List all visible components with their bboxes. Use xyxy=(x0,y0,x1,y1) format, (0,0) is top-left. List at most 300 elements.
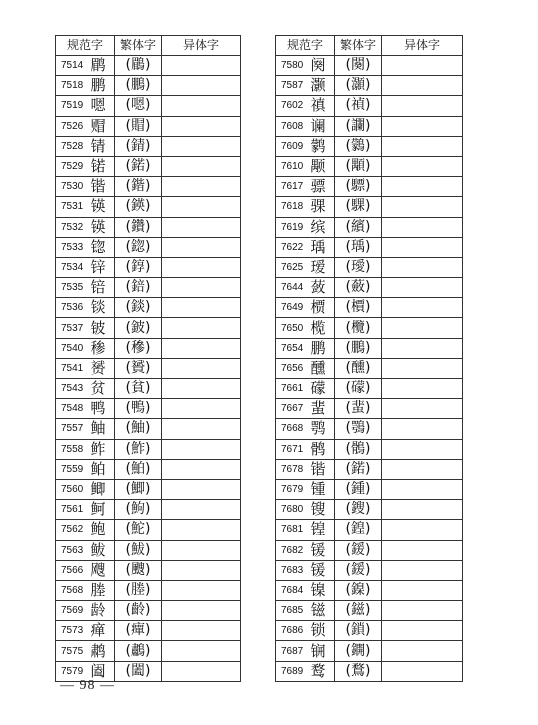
variant-char xyxy=(382,479,463,499)
traditional-char: (鶻) xyxy=(335,439,382,459)
right-char-table xyxy=(275,35,463,682)
char-code: 7679 xyxy=(276,479,310,499)
variant-char xyxy=(162,358,241,378)
standard-char: 瑀 xyxy=(310,237,335,257)
table-row xyxy=(56,278,241,298)
traditional-char: (禎) xyxy=(335,96,382,116)
standard-char: 锪 xyxy=(90,237,115,257)
standard-char: 锼 xyxy=(310,500,335,520)
char-code: 7548 xyxy=(56,399,90,419)
traditional-char: (蘞) xyxy=(335,278,382,298)
traditional-char: (鷫) xyxy=(115,641,162,661)
table-row xyxy=(276,278,463,298)
char-code: 7685 xyxy=(276,601,310,621)
char-code: 7681 xyxy=(276,520,310,540)
traditional-char: (貧) xyxy=(115,379,162,399)
char-code: 7668 xyxy=(276,419,310,439)
table-row xyxy=(56,257,241,277)
traditional-char: (鮓) xyxy=(115,439,162,459)
traditional-char: (贇) xyxy=(115,358,162,378)
table-row xyxy=(276,419,463,439)
char-code: 7543 xyxy=(56,379,90,399)
char-code: 7587 xyxy=(276,76,310,96)
char-code: 7684 xyxy=(276,580,310,600)
standard-char: 锁 xyxy=(310,621,335,641)
char-code: 7537 xyxy=(56,318,90,338)
table-row xyxy=(276,237,463,257)
char-code: 7514 xyxy=(56,56,90,76)
header-standard: 规范字 xyxy=(276,36,335,56)
traditional-char: (灝) xyxy=(335,76,382,96)
standard-char: 鹘 xyxy=(310,439,335,459)
traditional-char: (颼) xyxy=(115,560,162,580)
variant-char xyxy=(382,419,463,439)
char-code: 7689 xyxy=(276,661,310,681)
standard-char: 颙 xyxy=(310,156,335,176)
variant-char xyxy=(162,56,241,76)
header-standard: 规范字 xyxy=(56,36,115,56)
traditional-char: (繽) xyxy=(335,217,382,237)
table-row xyxy=(276,580,463,600)
traditional-char: (鍾) xyxy=(335,479,382,499)
variant-char xyxy=(162,237,241,257)
char-code: 7534 xyxy=(56,257,90,277)
table-row xyxy=(56,96,241,116)
standard-char: 鲄 xyxy=(90,500,115,520)
variant-char xyxy=(162,580,241,600)
table-row xyxy=(56,136,241,156)
char-code: 7667 xyxy=(276,399,310,419)
table-row xyxy=(56,177,241,197)
table-row xyxy=(276,257,463,277)
standard-char: 鸭 xyxy=(90,399,115,419)
left-table-body xyxy=(56,56,241,682)
char-code: 7580 xyxy=(276,56,310,76)
char-code: 7579 xyxy=(56,661,90,681)
header-variant: 异体字 xyxy=(162,36,241,56)
variant-char xyxy=(162,479,241,499)
traditional-char: (闋) xyxy=(335,56,382,76)
variant-char xyxy=(382,217,463,237)
traditional-char: (檟) xyxy=(335,298,382,318)
standard-char: 塍 xyxy=(90,580,115,600)
variant-char xyxy=(382,338,463,358)
traditional-char: (欖) xyxy=(335,318,382,338)
variant-char xyxy=(162,419,241,439)
table-row xyxy=(276,459,463,479)
traditional-char: (顒) xyxy=(335,156,382,176)
char-code: 7526 xyxy=(56,116,90,136)
variant-char xyxy=(162,540,241,560)
traditional-char: (鍰) xyxy=(335,560,382,580)
table-row xyxy=(56,641,241,661)
table-row xyxy=(276,540,463,560)
table-header-row xyxy=(56,36,241,56)
variant-char xyxy=(162,116,241,136)
traditional-char: (鶚) xyxy=(335,419,382,439)
standard-char: 锌 xyxy=(90,257,115,277)
table-row xyxy=(276,177,463,197)
table-row xyxy=(276,661,463,681)
variant-char xyxy=(382,116,463,136)
char-code: 7622 xyxy=(276,237,310,257)
variant-char xyxy=(162,500,241,520)
table-row xyxy=(276,338,463,358)
standard-char: 槚 xyxy=(310,298,335,318)
traditional-char: (鯽) xyxy=(115,479,162,499)
char-code: 7608 xyxy=(276,116,310,136)
table-row xyxy=(56,116,241,136)
standard-char: 灏 xyxy=(310,76,335,96)
char-code: 7533 xyxy=(56,237,90,257)
variant-char xyxy=(162,338,241,358)
traditional-char: (鍠) xyxy=(335,520,382,540)
table-row xyxy=(56,338,241,358)
traditional-char: (鍈) xyxy=(115,197,162,217)
char-code: 7519 xyxy=(56,96,90,116)
standard-char: 锴 xyxy=(310,459,335,479)
table-row xyxy=(56,500,241,520)
standard-char: 锳 xyxy=(90,197,115,217)
standard-char: 锎 xyxy=(310,641,335,661)
variant-char xyxy=(382,439,463,459)
variant-char xyxy=(382,358,463,378)
traditional-char: (鴨) xyxy=(115,399,162,419)
char-code: 7602 xyxy=(276,96,310,116)
variant-char xyxy=(162,560,241,580)
char-code: 7656 xyxy=(276,358,310,378)
char-code: 7558 xyxy=(56,439,90,459)
traditional-char: (賵) xyxy=(115,116,162,136)
variant-char xyxy=(382,580,463,600)
traditional-char: (鎡) xyxy=(335,601,382,621)
char-code: 7541 xyxy=(56,358,90,378)
traditional-char: (鮁) xyxy=(115,540,162,560)
standard-char: 锳 xyxy=(90,217,115,237)
table-row xyxy=(56,419,241,439)
standard-char: 鲌 xyxy=(90,459,115,479)
table-row xyxy=(56,601,241,621)
traditional-char: (鍩) xyxy=(115,156,162,176)
char-code: 7609 xyxy=(276,136,310,156)
char-code: 7575 xyxy=(56,641,90,661)
traditional-char: (瑀) xyxy=(335,237,382,257)
variant-char xyxy=(162,278,241,298)
table-row xyxy=(56,560,241,580)
table-row xyxy=(276,76,463,96)
table-row xyxy=(56,580,241,600)
standard-char: 鹏 xyxy=(90,76,115,96)
char-code: 7532 xyxy=(56,217,90,237)
table-row xyxy=(56,197,241,217)
traditional-char: (錆) xyxy=(115,136,162,156)
variant-char xyxy=(382,298,463,318)
traditional-char: (鮊) xyxy=(115,459,162,479)
traditional-char: (鮋) xyxy=(115,419,162,439)
char-code: 7610 xyxy=(276,156,310,176)
traditional-char: (闔) xyxy=(115,661,162,681)
variant-char xyxy=(162,318,241,338)
char-code: 7561 xyxy=(56,500,90,520)
variant-char xyxy=(162,379,241,399)
char-code: 7531 xyxy=(56,197,90,217)
table-row xyxy=(276,116,463,136)
header-traditional: 繁体字 xyxy=(335,36,382,56)
variant-char xyxy=(162,520,241,540)
variant-char xyxy=(382,379,463,399)
char-code: 7528 xyxy=(56,136,90,156)
table-row xyxy=(56,459,241,479)
table-row xyxy=(56,520,241,540)
char-code: 7625 xyxy=(276,257,310,277)
traditional-char: (鎳) xyxy=(335,580,382,600)
traditional-char: (蜚) xyxy=(335,399,382,419)
char-code: 7618 xyxy=(276,197,310,217)
table-row xyxy=(276,641,463,661)
table-row xyxy=(276,479,463,499)
char-code: 7559 xyxy=(56,459,90,479)
standard-char: 鲅 xyxy=(90,540,115,560)
char-code: 7683 xyxy=(276,560,310,580)
standard-char: 赟 xyxy=(90,358,115,378)
standard-char: 瑷 xyxy=(310,257,335,277)
variant-char xyxy=(162,621,241,641)
table-row xyxy=(56,76,241,96)
standard-char: 镃 xyxy=(310,601,335,621)
variant-char xyxy=(162,177,241,197)
char-code: 7560 xyxy=(56,479,90,499)
traditional-char: (鮈) xyxy=(115,500,162,520)
char-code: 7687 xyxy=(276,641,310,661)
standard-char: 蔹 xyxy=(310,278,335,298)
table-row xyxy=(276,560,463,580)
standard-char: 骒 xyxy=(310,197,335,217)
traditional-char: (璦) xyxy=(335,257,382,277)
standard-char: 禛 xyxy=(310,96,335,116)
char-code: 7529 xyxy=(56,156,90,176)
standard-char: 鹲 xyxy=(310,136,335,156)
variant-char xyxy=(382,540,463,560)
table-row xyxy=(276,520,463,540)
standard-char: 鹜 xyxy=(310,661,335,681)
table-header-row xyxy=(276,36,463,56)
char-code: 7518 xyxy=(56,76,90,96)
traditional-char: (錟) xyxy=(115,298,162,318)
variant-char xyxy=(162,197,241,217)
variant-char xyxy=(382,641,463,661)
standard-char: 榄 xyxy=(310,318,335,338)
traditional-char: (鶥) xyxy=(115,56,162,76)
traditional-char: (塍) xyxy=(115,580,162,600)
traditional-char: (齡) xyxy=(115,601,162,621)
char-code: 7619 xyxy=(276,217,310,237)
char-code: 7557 xyxy=(56,419,90,439)
table-row xyxy=(56,540,241,560)
standard-char: 锾 xyxy=(310,560,335,580)
header-traditional: 繁体字 xyxy=(115,36,162,56)
standard-char: 鲊 xyxy=(90,439,115,459)
char-code: 7573 xyxy=(56,621,90,641)
standard-char: 䅟 xyxy=(90,338,115,358)
traditional-char: (醺) xyxy=(335,358,382,378)
standard-char: 鲉 xyxy=(90,419,115,439)
traditional-char: (錇) xyxy=(115,278,162,298)
variant-char xyxy=(382,560,463,580)
traditional-char: (鶩) xyxy=(335,661,382,681)
traditional-char: (鎪) xyxy=(335,500,382,520)
standard-char: 嗯 xyxy=(90,96,115,116)
traditional-char: (嗯) xyxy=(115,96,162,116)
variant-char xyxy=(162,439,241,459)
traditional-char: (礞) xyxy=(335,379,382,399)
variant-char xyxy=(382,500,463,520)
char-code: 7530 xyxy=(56,177,90,197)
table-row xyxy=(276,500,463,520)
standard-char: 锖 xyxy=(90,136,115,156)
variant-char xyxy=(162,156,241,176)
char-code: 7644 xyxy=(276,278,310,298)
variant-char xyxy=(382,257,463,277)
variant-char xyxy=(162,661,241,681)
standard-char: 锾 xyxy=(310,540,335,560)
traditional-char: (鍰) xyxy=(335,540,382,560)
standard-char: 礞 xyxy=(310,379,335,399)
right-table-body xyxy=(276,56,463,682)
standard-char: 醺 xyxy=(310,358,335,378)
standard-char: 谰 xyxy=(310,116,335,136)
standard-char: 锬 xyxy=(90,298,115,318)
traditional-char: (讕) xyxy=(335,116,382,136)
standard-char: 赗 xyxy=(90,116,115,136)
char-code: 7686 xyxy=(276,621,310,641)
variant-char xyxy=(382,459,463,479)
char-code: 7540 xyxy=(56,338,90,358)
table-row xyxy=(56,237,241,257)
standard-char: 飕 xyxy=(90,560,115,580)
char-code: 7563 xyxy=(56,540,90,560)
variant-char xyxy=(162,399,241,419)
standard-char: 鹔 xyxy=(90,641,115,661)
standard-char: 鲫 xyxy=(90,479,115,499)
variant-char xyxy=(382,177,463,197)
variant-char xyxy=(162,601,241,621)
standard-char: 铍 xyxy=(90,318,115,338)
variant-char xyxy=(162,459,241,479)
standard-char: 阖 xyxy=(90,661,115,681)
traditional-char: (鍩) xyxy=(335,459,382,479)
traditional-char: (鐦) xyxy=(335,641,382,661)
variant-char xyxy=(382,318,463,338)
variant-char xyxy=(382,156,463,176)
table-row xyxy=(56,399,241,419)
char-code: 7661 xyxy=(276,379,310,399)
standard-char: 锴 xyxy=(90,177,115,197)
variant-char xyxy=(382,56,463,76)
variant-char xyxy=(162,96,241,116)
char-code: 7617 xyxy=(276,177,310,197)
traditional-char: (鈹) xyxy=(115,318,162,338)
char-code: 7678 xyxy=(276,459,310,479)
table-row xyxy=(276,318,463,338)
variant-char xyxy=(382,601,463,621)
char-code: 7682 xyxy=(276,540,310,560)
char-code: 7680 xyxy=(276,500,310,520)
table-row xyxy=(276,358,463,378)
table-row xyxy=(276,136,463,156)
traditional-char: (穇) xyxy=(115,338,162,358)
variant-char xyxy=(382,76,463,96)
char-code: 7671 xyxy=(276,439,310,459)
variant-char xyxy=(162,217,241,237)
char-code: 7569 xyxy=(56,601,90,621)
char-code: 7535 xyxy=(56,278,90,298)
standard-char: 蜚 xyxy=(310,399,335,419)
standard-char: 龄 xyxy=(90,601,115,621)
standard-char: 缤 xyxy=(310,217,335,237)
table-row xyxy=(56,621,241,641)
table-row xyxy=(276,621,463,641)
table-row xyxy=(56,56,241,76)
table-row xyxy=(276,298,463,318)
variant-char xyxy=(382,136,463,156)
standard-char: 阕 xyxy=(310,56,335,76)
variant-char xyxy=(382,520,463,540)
traditional-char: (騍) xyxy=(335,197,382,217)
table-row xyxy=(56,298,241,318)
standard-char: 骠 xyxy=(310,177,335,197)
variant-char xyxy=(382,661,463,681)
variant-char xyxy=(162,298,241,318)
traditional-char: (驃) xyxy=(335,177,382,197)
variant-char xyxy=(382,197,463,217)
page-number: — 98 — xyxy=(60,678,115,693)
left-char-table xyxy=(55,35,241,682)
table-row xyxy=(276,197,463,217)
table-row xyxy=(56,439,241,459)
table-row xyxy=(56,156,241,176)
table-row xyxy=(276,56,463,76)
table-row xyxy=(56,358,241,378)
traditional-char: (錞) xyxy=(115,257,162,277)
standard-char: 瘅 xyxy=(90,621,115,641)
traditional-char: (鍇) xyxy=(115,177,162,197)
variant-char xyxy=(382,237,463,257)
traditional-char: (癉) xyxy=(115,621,162,641)
traditional-char: (鵬) xyxy=(335,338,382,358)
table-row xyxy=(276,379,463,399)
char-code: 7562 xyxy=(56,520,90,540)
table-row xyxy=(276,156,463,176)
standard-char: 贫 xyxy=(90,379,115,399)
traditional-char: (鸏) xyxy=(335,136,382,156)
traditional-char: (鵬) xyxy=(115,76,162,96)
variant-char xyxy=(162,257,241,277)
standard-char: 锽 xyxy=(310,520,335,540)
table-row xyxy=(56,379,241,399)
variant-char xyxy=(382,278,463,298)
standard-char: 锘 xyxy=(90,156,115,176)
char-code: 7654 xyxy=(276,338,310,358)
standard-char: 镍 xyxy=(310,580,335,600)
table-row xyxy=(56,318,241,338)
char-code: 7566 xyxy=(56,560,90,580)
variant-char xyxy=(162,641,241,661)
standard-char: 鲍 xyxy=(90,520,115,540)
table-row xyxy=(276,399,463,419)
char-code: 7649 xyxy=(276,298,310,318)
standard-char: 锫 xyxy=(90,278,115,298)
standard-char: 鹗 xyxy=(310,419,335,439)
